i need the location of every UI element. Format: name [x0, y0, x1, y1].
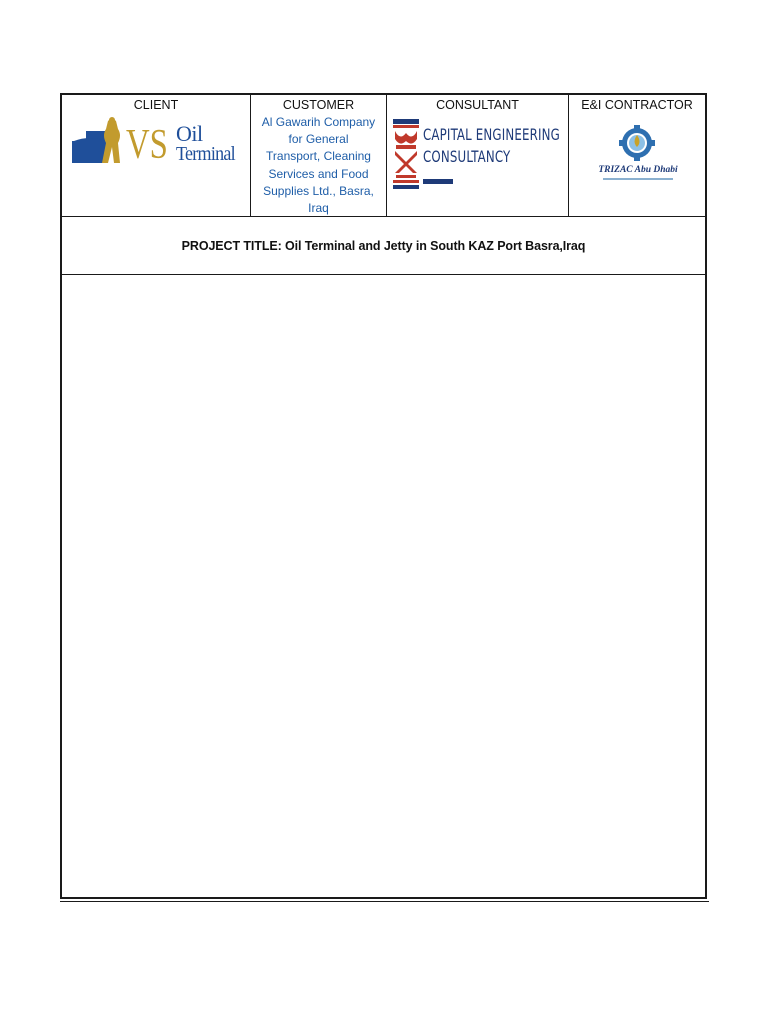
trizac-name: TRIZAC Abu Dhabi	[598, 165, 678, 175]
customer-line: for General	[288, 132, 349, 147]
customer-line: Iraq	[308, 201, 329, 216]
vs-terminal-text: Terminal	[176, 143, 235, 165]
trizac-gear-drop-icon	[585, 125, 689, 165]
capital-column-emblem-icon	[392, 119, 422, 195]
contractor-heading: E&I CONTRACTOR	[581, 98, 693, 112]
customer-line: Transport, Cleaning	[266, 149, 371, 164]
frame-bottom-rule	[60, 901, 709, 902]
capital-line2: CONSULTANCY	[423, 147, 511, 166]
client-cell	[62, 95, 251, 216]
project-title-row	[62, 217, 705, 275]
customer-line: Services and Food	[268, 166, 369, 181]
customer-cell	[251, 95, 387, 216]
vs-letters: VS	[126, 122, 168, 168]
document-frame	[60, 93, 707, 899]
customer-heading: CUSTOMER	[282, 98, 355, 112]
customer-name	[251, 114, 386, 217]
capital-underline-bar	[423, 179, 453, 184]
capital-line1: CAPITAL ENGINEERING	[423, 125, 560, 144]
vs-oil-terminal-logo	[72, 115, 242, 167]
customer-line: Al Gawarih Company	[261, 115, 376, 129]
consultant-heading: CONSULTANT	[436, 98, 519, 112]
consultant-cell	[387, 95, 569, 216]
capital-engineering-logo	[392, 119, 562, 195]
client-heading: CLIENT	[133, 98, 179, 112]
contractor-cell	[569, 95, 705, 216]
vs-tank-emblem-icon	[72, 115, 132, 167]
project-title: PROJECT TITLE: Oil Terminal and Jetty in South KAZ Port Basra,Iraq	[181, 238, 586, 253]
trizac-tagline-bar	[603, 178, 673, 180]
trizac-logo	[585, 125, 689, 185]
customer-line: Supplies Ltd., Basra,	[263, 183, 374, 198]
vs-oil-text: Oil	[176, 121, 203, 146]
header-table-row	[62, 95, 705, 217]
